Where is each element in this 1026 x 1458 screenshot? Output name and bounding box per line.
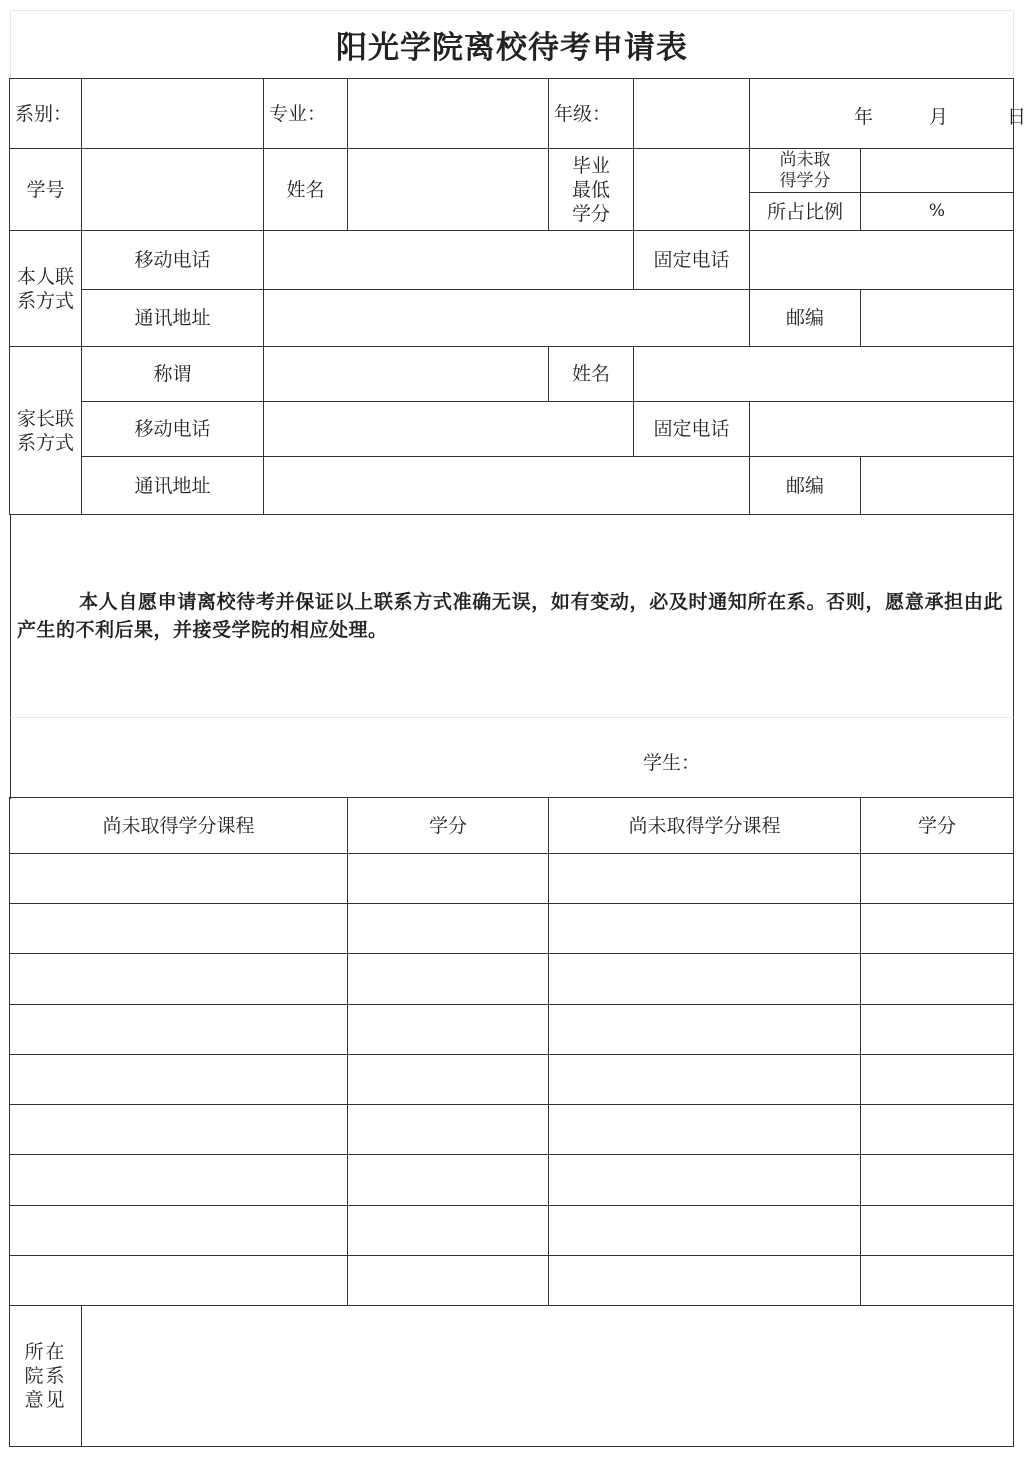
course-header-2: 尚未取得学分课程 [548, 797, 861, 854]
min-credits-label: 毕业最低学分 [548, 148, 634, 231]
parent-relation-label: 称谓 [81, 346, 264, 402]
credit-cell[interactable] [860, 1054, 1014, 1105]
credit-cell[interactable] [347, 1154, 549, 1205]
parent-landline-field[interactable] [749, 401, 1014, 457]
credit-header-1: 学分 [347, 797, 549, 854]
self-landline-field[interactable] [749, 230, 1014, 290]
parent-relation-field[interactable] [263, 346, 549, 402]
credit-cell[interactable] [860, 1104, 1014, 1155]
form-title: 阳光学院离校待考申请表 [10, 10, 1014, 79]
course-cell[interactable] [548, 1104, 861, 1155]
course-cell[interactable] [548, 953, 861, 1004]
course-cell[interactable] [9, 1205, 348, 1256]
year-label: 年 [854, 106, 874, 128]
name-field[interactable] [347, 148, 549, 231]
statement [10, 514, 1014, 718]
course-cell[interactable] [9, 1004, 348, 1055]
signature-area[interactable] [10, 718, 1014, 799]
self-address-field[interactable] [263, 289, 750, 347]
self-postcode-field[interactable] [860, 289, 1014, 347]
course-cell[interactable] [9, 1154, 348, 1205]
opinion-label: 所在院系意见 [9, 1305, 82, 1447]
grade-field[interactable] [633, 78, 750, 149]
min-credits-field[interactable] [633, 148, 750, 231]
credit-cell[interactable] [347, 853, 549, 904]
parent-postcode-field[interactable] [860, 456, 1014, 515]
self-mobile-field[interactable] [263, 230, 634, 290]
day-label: 日 [1007, 106, 1026, 128]
credit-cell[interactable] [347, 1205, 549, 1256]
self-address-label: 通讯地址 [81, 289, 264, 347]
course-cell[interactable] [548, 1154, 861, 1205]
student-id-field[interactable] [81, 148, 264, 231]
credit-cell[interactable] [347, 1255, 549, 1306]
self-landline-label: 固定电话 [633, 230, 750, 290]
parent-contact-label: 家长联系方式 [9, 346, 82, 515]
course-cell[interactable] [9, 853, 348, 904]
credit-cell[interactable] [860, 1154, 1014, 1205]
parent-name-field[interactable] [633, 346, 1014, 402]
name-label: 姓名 [263, 148, 348, 231]
parent-postcode-label: 邮编 [749, 456, 861, 515]
credit-cell[interactable] [860, 1205, 1014, 1256]
major-field[interactable] [347, 78, 549, 149]
ratio-field[interactable]: % [860, 192, 1014, 231]
credit-cell[interactable] [860, 903, 1014, 954]
credit-cell[interactable] [347, 1054, 549, 1105]
course-cell[interactable] [9, 1104, 348, 1155]
department-label: 系别： [9, 78, 82, 149]
uncredited-label: 尚未取得学分 [749, 148, 861, 193]
course-cell[interactable] [9, 1054, 348, 1105]
credit-cell[interactable] [347, 903, 549, 954]
parent-mobile-field[interactable] [263, 401, 634, 457]
department-field[interactable] [81, 78, 264, 149]
parent-address-label: 通讯地址 [81, 456, 264, 515]
grade-label: 年级： [548, 78, 634, 149]
credit-cell[interactable] [347, 1104, 549, 1155]
student-id-label: 学号 [9, 148, 82, 231]
credit-header-2: 学分 [860, 797, 1014, 854]
course-cell[interactable] [548, 853, 861, 904]
course-cell[interactable] [548, 1205, 861, 1256]
parent-mobile-label: 移动电话 [81, 401, 264, 457]
month-label: 月 [929, 106, 949, 128]
course-cell[interactable] [548, 903, 861, 954]
course-header-1: 尚未取得学分课程 [9, 797, 348, 854]
self-contact-label: 本人联系方式 [9, 230, 82, 347]
uncredited-field[interactable] [860, 148, 1014, 193]
credit-cell[interactable] [860, 853, 1014, 904]
course-cell[interactable] [548, 1255, 861, 1306]
statement-text: 本人自愿申请离校待考并保证以上联系方式准确无误，如有变动，必及时通知所在系。否则，愿意承担由此产生的不利后果，并接受学院的相应处理。 [17, 590, 1003, 641]
self-mobile-label: 移动电话 [81, 230, 264, 290]
credit-cell[interactable] [347, 953, 549, 1004]
ratio-label: 所占比例 [749, 192, 861, 231]
credit-cell[interactable] [860, 1255, 1014, 1306]
major-label: 专业： [263, 78, 348, 149]
course-cell[interactable] [548, 1054, 861, 1105]
date-field[interactable] [749, 78, 1026, 149]
opinion-field[interactable] [81, 1305, 1014, 1447]
course-cell[interactable] [9, 953, 348, 1004]
parent-landline-label: 固定电话 [633, 401, 750, 457]
parent-name-label: 姓名 [548, 346, 634, 402]
credit-cell[interactable] [347, 1004, 549, 1055]
credit-cell[interactable] [860, 1004, 1014, 1055]
credit-cell[interactable] [860, 953, 1014, 1004]
course-cell[interactable] [9, 1255, 348, 1306]
parent-address-field[interactable] [263, 456, 750, 515]
course-cell[interactable] [548, 1004, 861, 1055]
self-postcode-label: 邮编 [749, 289, 861, 347]
course-cell[interactable] [9, 903, 348, 954]
student-signature-label: 学生： [643, 752, 701, 774]
